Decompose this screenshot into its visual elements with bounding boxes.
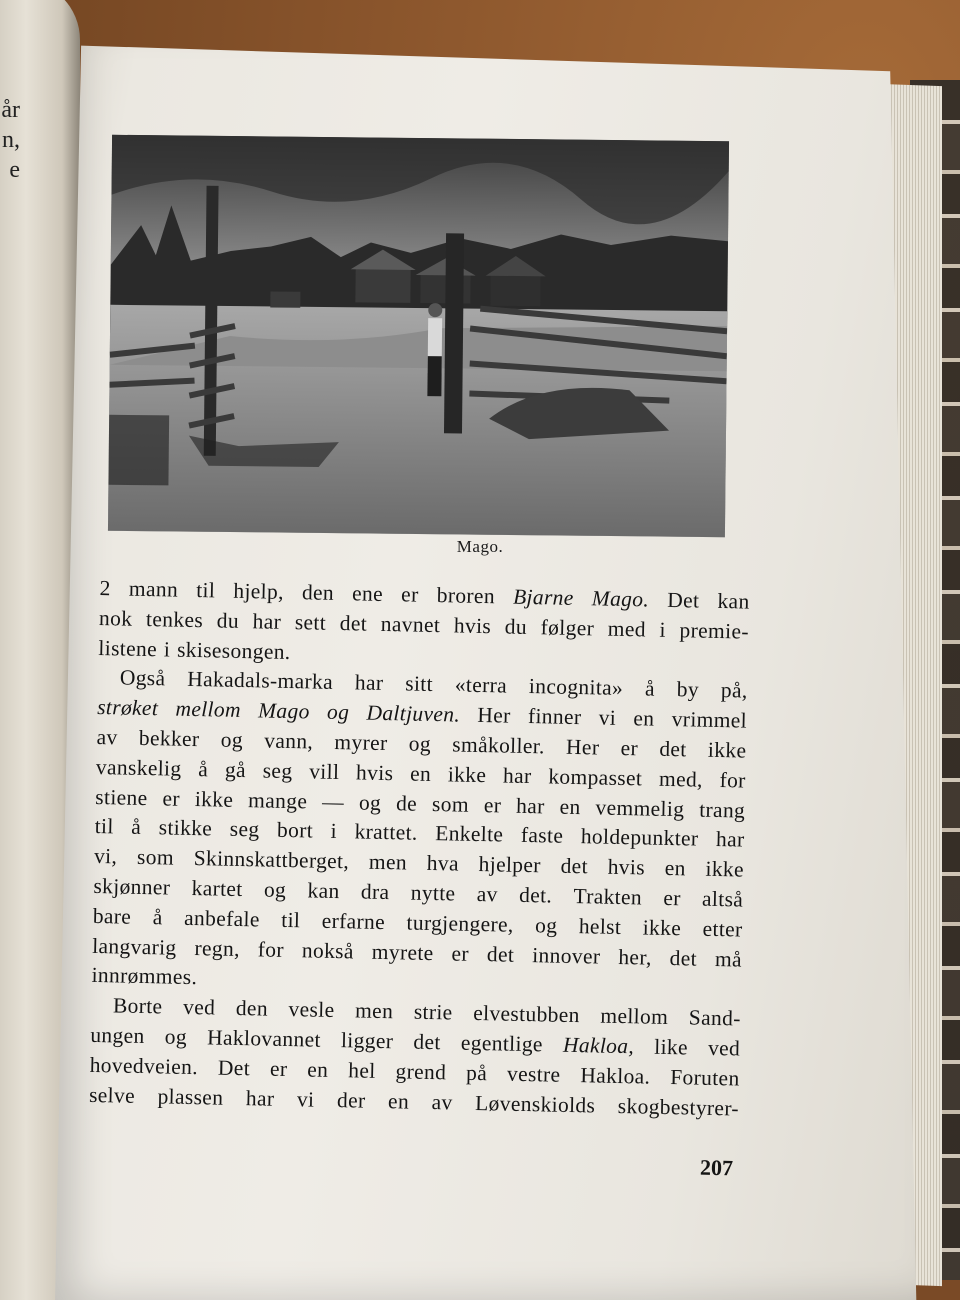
word: premie- (679, 617, 750, 644)
word: den (301, 580, 335, 605)
word: med, (658, 766, 704, 792)
word: nok (98, 605, 133, 631)
word: men (368, 849, 408, 875)
word: Løvenskiolds (474, 1090, 596, 1118)
word: seg (229, 817, 260, 842)
word: kartet (191, 875, 243, 902)
word: vanskelig (95, 754, 182, 781)
body-text (89, 574, 750, 1124)
photograph-icon (108, 135, 729, 537)
word: stikke (158, 815, 213, 841)
word: er (451, 941, 470, 966)
italic-word: mellom (175, 696, 242, 723)
word: hvis (355, 760, 394, 785)
word: av (476, 881, 499, 907)
word: hjelper (478, 852, 542, 878)
word: ikke (705, 856, 745, 882)
word: for (257, 936, 285, 962)
word: bekker (138, 725, 200, 752)
word: ved (707, 1035, 741, 1061)
word: kan (307, 878, 340, 904)
word: etter (702, 916, 743, 942)
word: og (220, 727, 244, 753)
word: det. (518, 882, 553, 908)
word: det (413, 1029, 441, 1055)
word: Også (119, 665, 166, 691)
word: du (216, 608, 240, 633)
italic-word: Daltjuven. (366, 700, 461, 727)
word: i (163, 636, 171, 662)
word: myrer (334, 729, 388, 756)
word: å (131, 815, 142, 840)
word: trang (699, 797, 746, 823)
word: mann (128, 576, 179, 602)
word: finner (527, 704, 582, 730)
word: å (152, 904, 163, 930)
word: hjelp, (233, 578, 285, 604)
left-edge-line: e (9, 157, 20, 183)
word: har (502, 763, 532, 788)
word: har (354, 670, 384, 696)
left-page-text (0, 95, 20, 185)
word: dra (360, 879, 390, 905)
page-number: 207 (699, 1154, 734, 1181)
word: innrømmes. (91, 963, 198, 990)
italic-word: Hakloa, (562, 1032, 635, 1059)
word: har (515, 793, 545, 818)
word: vrimmel (671, 707, 748, 733)
word: Det (217, 1055, 251, 1080)
word: det (486, 941, 515, 967)
word: ikke (194, 786, 234, 812)
word: Trakten (573, 883, 643, 910)
word: må (714, 946, 743, 972)
word: ikke (642, 915, 682, 941)
word: hvis (453, 613, 492, 638)
word: til (94, 814, 114, 839)
word: Her (565, 734, 600, 760)
word: «terra (454, 672, 508, 698)
italic-word: strøket (96, 695, 159, 721)
word: nytte (410, 880, 456, 906)
word: en (559, 794, 581, 819)
word: skogbestyrer- (617, 1093, 740, 1121)
word: og (358, 790, 382, 815)
word: her, (618, 944, 652, 970)
word: broren (436, 583, 496, 609)
left-edge-line: n, (2, 127, 20, 153)
word: Det (667, 587, 700, 613)
word: strie (413, 999, 453, 1025)
word: selve (88, 1082, 136, 1108)
word: vill (308, 759, 340, 784)
word: regn, (194, 935, 241, 961)
word: Hakadals-marka (187, 667, 334, 695)
word: helst (578, 913, 622, 939)
word: ikke (447, 762, 487, 787)
paragraph (89, 991, 741, 1124)
word: Hakloa. (580, 1062, 651, 1089)
word: er (620, 735, 639, 761)
word: i (330, 819, 338, 844)
word: langvarig (91, 933, 177, 960)
word: ene (351, 581, 384, 606)
word: som (431, 791, 470, 817)
word: skisesongen. (176, 637, 291, 664)
word: altså (701, 886, 744, 912)
word: er (269, 1056, 288, 1081)
word: hel (347, 1058, 376, 1083)
word: listene (98, 635, 158, 661)
word: tenkes (145, 606, 204, 632)
word: du (504, 614, 528, 639)
word: en (664, 856, 686, 881)
word: det (339, 610, 368, 636)
word: hva (426, 851, 460, 876)
word: en (409, 761, 432, 786)
word: bort (276, 818, 314, 843)
word: erfarne (321, 908, 386, 934)
word: Haklovannet (206, 1025, 322, 1052)
word: plassen (157, 1083, 224, 1110)
word: er (483, 792, 502, 818)
word: den (235, 996, 269, 1021)
word: sitt (405, 671, 434, 697)
word: mange (247, 787, 308, 813)
word: innover (532, 942, 601, 969)
italic-word: Bjarne (512, 584, 574, 610)
word: myrete (371, 939, 434, 965)
word: sett (294, 609, 327, 635)
word: og (534, 912, 558, 938)
word: kompasset (548, 764, 643, 791)
italic-word: og (326, 699, 350, 725)
word: småkoller. (452, 732, 546, 759)
word: men (354, 998, 394, 1024)
word: ved (182, 994, 216, 1020)
word: hvis (607, 854, 646, 880)
word: i (659, 617, 667, 642)
word: stiene (95, 784, 148, 810)
word: det (659, 736, 687, 762)
word: egentlige (460, 1030, 544, 1057)
word: Foruten (670, 1064, 740, 1091)
word: en (307, 1057, 329, 1082)
word: for (719, 767, 746, 793)
word: elvestubben (472, 1001, 581, 1028)
word: holdepunkter (580, 824, 699, 851)
photo-caption: Mago. (456, 537, 504, 556)
word: 2 (99, 575, 112, 601)
word: Sand- (688, 1005, 741, 1031)
word: har (245, 1085, 275, 1111)
word: vann, (264, 728, 314, 754)
word: det (560, 853, 589, 879)
word: Borte (112, 993, 163, 1019)
word: er (663, 885, 681, 911)
word: vemmelig (595, 795, 685, 821)
word: til (281, 907, 301, 933)
word: grend (395, 1059, 447, 1085)
word: å (644, 676, 656, 702)
word: krattet. (354, 819, 418, 846)
italic-word: Mago. (591, 586, 650, 612)
word: har (715, 827, 745, 852)
word: å (198, 756, 209, 782)
word: bare (92, 903, 132, 929)
word: av (96, 724, 118, 750)
word: vi (296, 1086, 315, 1112)
left-edge-line: år (1, 97, 20, 123)
word: nokså (301, 937, 355, 963)
word: har (252, 609, 282, 634)
word: — (321, 789, 345, 814)
word: ligger (340, 1028, 394, 1054)
word: på, (720, 678, 748, 703)
word: Enkelte (434, 821, 504, 847)
word: anbefale (183, 905, 261, 932)
word: faste (520, 823, 564, 849)
word: incognita» (528, 674, 624, 701)
word: de (395, 790, 418, 816)
paragraph (91, 663, 748, 1004)
word: turgjengere, (406, 910, 514, 937)
word: gå (224, 757, 247, 782)
word: mellom (600, 1003, 669, 1030)
word: Skinnskattberget, (193, 846, 350, 874)
word: skjønner (93, 873, 171, 900)
word: vi, (93, 844, 118, 869)
word: vestre (506, 1061, 561, 1087)
word: like (654, 1034, 689, 1060)
word: hovedveien. (89, 1052, 199, 1079)
word: og (263, 877, 287, 902)
word: by (676, 677, 700, 702)
word: ungen (90, 1022, 145, 1048)
word: og (408, 731, 432, 756)
word: vesle (288, 997, 335, 1023)
word: kan (717, 588, 750, 614)
italic-word: Mago (257, 698, 310, 724)
word: er (400, 582, 419, 607)
word: er (162, 785, 181, 811)
word: det (669, 945, 698, 971)
word: navnet (380, 611, 441, 637)
word: og (164, 1024, 188, 1049)
word: av (431, 1089, 453, 1115)
word: seg (262, 758, 293, 783)
word: en (387, 1088, 410, 1114)
word: en (633, 706, 655, 731)
word: ikke (707, 737, 747, 763)
word: vi (598, 705, 617, 731)
paragraph (98, 574, 750, 677)
word: med (607, 616, 647, 642)
word: der (336, 1087, 366, 1113)
word: følger (540, 615, 595, 641)
word: på (465, 1060, 488, 1085)
word: til (195, 578, 216, 603)
word: som (136, 845, 175, 870)
word: Her (477, 703, 511, 728)
